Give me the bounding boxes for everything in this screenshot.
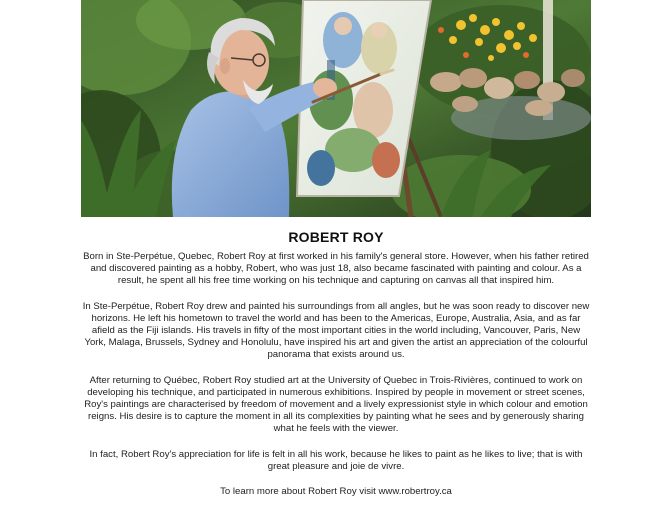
bio-paragraph-travels: In Ste-Perpétue, Robert Roy drew and painted his surroundings from all angles, but he was soon ready to discover new horizons. He left his hometown to travel the world and has been to the Americas, Europe, Australia, Asia, and as far afield as the Fiji islands. His travels in fifty of the most important cities in the world including, Vancouver, Paris, New York, Malaga, Brussels, Sydney and Honolulu, have inspired his art and given the artist an appreciation of the colourful panorama that exists around us. (82, 300, 590, 361)
bio-paragraph-early-life: Born in Ste-Perpétue, Quebec, Robert Roy at first worked in his family's general store. However, when his father retired and discovered painting as a hobby, Robert, who was just 18, also became fascinated with painting and colour. As a result, he spent all his free time working on his technique and capturing on canvas all that inspired him. (83, 251, 589, 287)
bio-paragraph-studies: After returning to Québec, Robert Roy studied art at the University of Quebec in Trois-Rivières, continued to work on developing his technique, and participated in numerous exhibitions. Inspired by people in movement or street scenes, Roy's paintings are characterised by freedom of movement and a lively expressionist style in which colour and emotion reigns. His desire is to capture the moment in all its complexities by painting what he sees and by generously sharing what he feels with the viewer. (84, 374, 588, 435)
bio-paragraph-joie-de-vivre: In fact, Robert Roy's appreciation for life is felt in all his work, because he likes to paint as he likes to live; that is with great pleasure and joie de vivre. (89, 448, 583, 472)
artist-photo (81, 0, 591, 217)
artist-bio (81, 229, 591, 498)
artist-name: ROBERT ROY (288, 229, 384, 245)
website-link-text: To learn more about Robert Roy visit www.robertroy.ca (220, 486, 452, 498)
